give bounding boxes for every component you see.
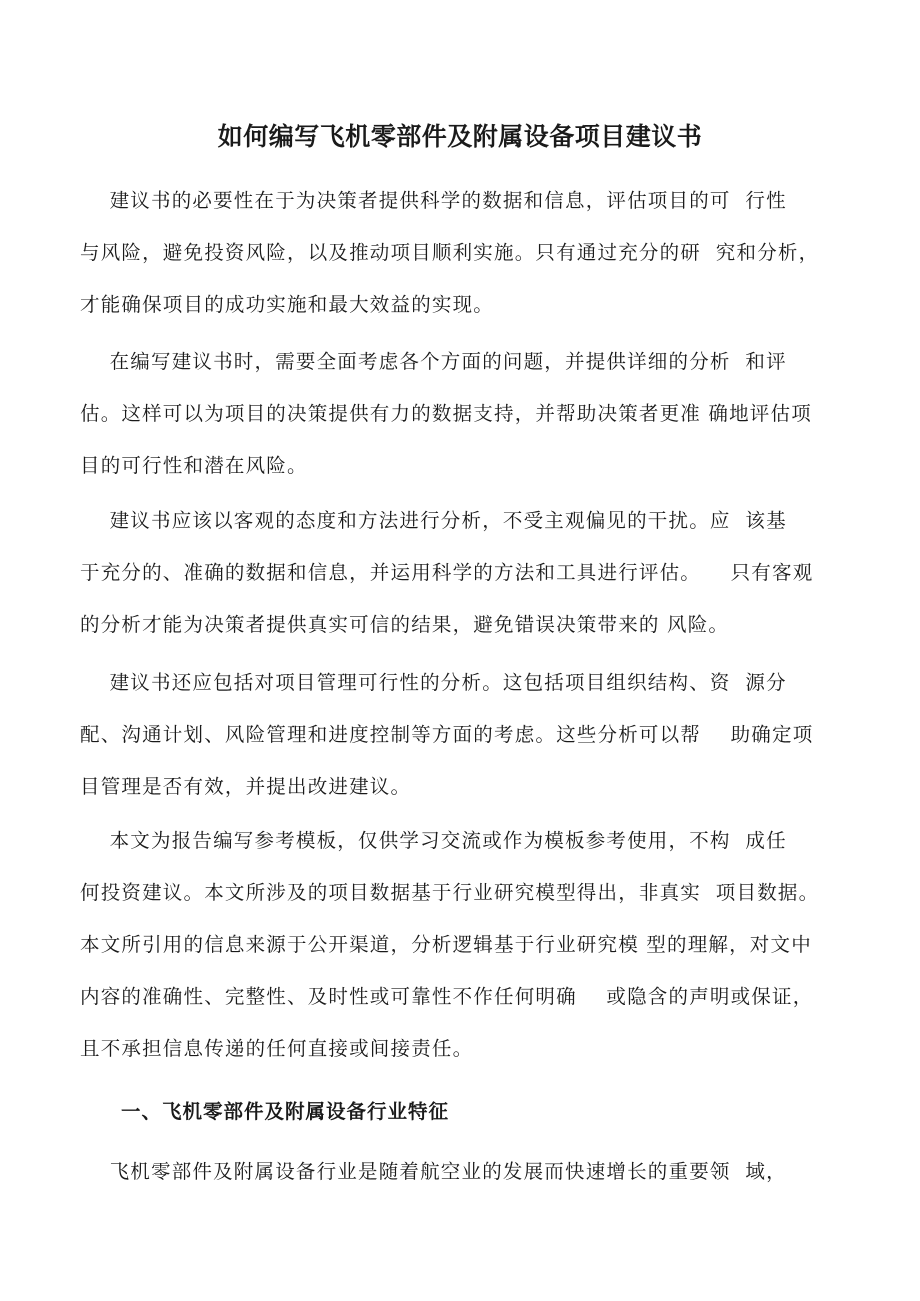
paragraph-line: 估。这样可以为项目的决策提供有力的数据支持，并帮助决策者更准 确地评估项 (80, 402, 812, 425)
paragraph-line: 且不承担信息传递的任何直接或间接责任。 (80, 1037, 474, 1060)
paragraph-line: 才能确保项目的成功实施和最大效益的实现。 (80, 293, 495, 316)
paragraph-line: 何投资建议。本文所涉及的项目数据基于行业研究模型得出，非真实 项目数据。 (80, 881, 820, 904)
paragraph-objectivity (80, 495, 850, 651)
paragraph-line: 目的可行性和潜在风险。 (80, 454, 308, 477)
document-title: 如何编写飞机零部件及附属设备项目建议书 (217, 122, 703, 151)
paragraph-line: 与风险，避免投资风险，以及推动项目顺利实施。只有通过充分的研 究和分析， (80, 241, 820, 264)
paragraph-writing (80, 336, 850, 492)
paragraph-management (80, 657, 850, 813)
paragraph-line: 建议书应该以客观的态度和方法进行分析，不受主观偏见的干扰。应 该基 (80, 509, 787, 532)
paragraph-line: 建议书还应包括对项目管理可行性的分析。这包括项目组织结构、资 源分 (80, 671, 787, 694)
paragraph-line: 建议书的必要性在于为决策者提供科学的数据和信息，评估项目的可 行性 (80, 189, 787, 212)
paragraph-line: 本文为报告编写参考模板，仅供学习交流或作为模板参考使用，不构 成任 (80, 829, 787, 852)
paragraph-line: 配、沟通计划、风险管理和进度控制等方面的考虑。这些分析可以帮 助确定项 (80, 723, 814, 746)
paragraph-necessity (80, 175, 850, 331)
paragraph-line: 在编写建议书时，需要全面考虑各个方面的问题，并提供详细的分析 和评 (80, 350, 787, 373)
paragraph-line: 本文所引用的信息来源于公开渠道，分析逻辑基于行业研究模 型的理解，对文中 (80, 933, 812, 956)
paragraph-line: 飞机零部件及附属设备行业是随着航空业的发展而快速增长的重要领 域， (80, 1160, 787, 1183)
section-paragraph (80, 1146, 850, 1198)
section-heading: 一、飞机零部件及附属设备行业特征 (121, 1100, 450, 1123)
paragraph-line: 的分析才能为决策者提供真实可信的结果，避免错误决策带来的 风险。 (80, 613, 730, 636)
paragraph-disclaimer (80, 815, 850, 1075)
paragraph-line: 于充分的、准确的数据和信息，并运用科学的方法和工具进行评估。 只有客观 (80, 561, 814, 584)
paragraph-line: 内容的准确性、完整性、及时性或可靠性不作任何明确 或隐含的声明或保证， (80, 985, 814, 1008)
paragraph-line: 目管理是否有效，并提出改进建议。 (80, 775, 412, 798)
